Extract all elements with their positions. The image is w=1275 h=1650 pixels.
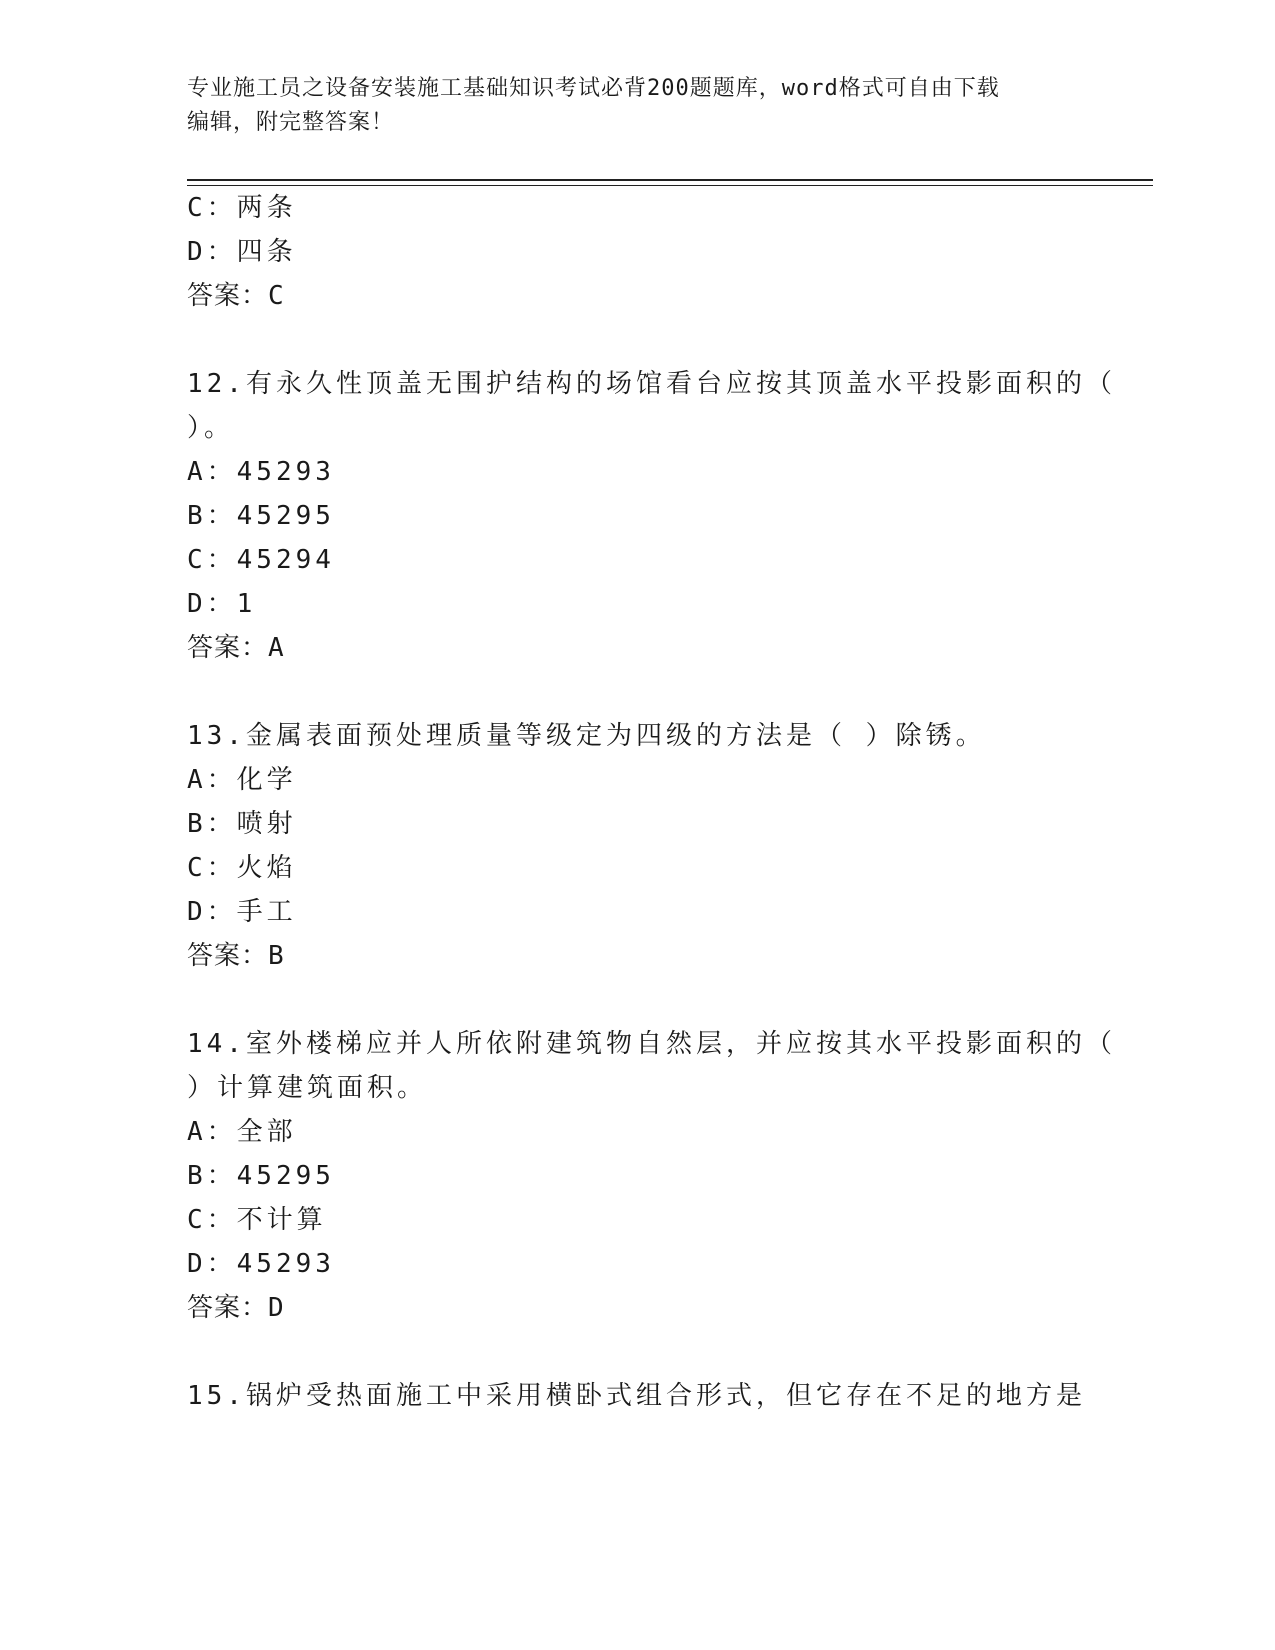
document-header (187, 72, 1087, 140)
header-divider-thick (187, 179, 1153, 181)
header-title-line-1: 专业施工员之设备安装施工基础知识考试必背200题题库，word格式可自由下载 (187, 76, 1000, 101)
q12-stem-line-2: ）。 (187, 413, 235, 443)
q13-option-d: D：手工 (187, 897, 297, 927)
q12-option-d: D：1 (187, 589, 257, 619)
q14-option-a: A：全部 (187, 1117, 297, 1147)
q14-option-c: C：不计算 (187, 1205, 327, 1235)
prev-answer: 答案：C (187, 281, 285, 311)
q14-stem-line-1: 14.室外楼梯应并人所依附建筑物自然层，并应按其水平投影面积的（ (187, 1029, 1116, 1059)
prev-option-d: D：四条 (187, 237, 297, 267)
q15-stem-line-1: 15.锅炉受热面施工中采用横卧式组合形式，但它存在不足的地方是 (187, 1381, 1086, 1411)
q14-option-d: D：45293 (187, 1249, 335, 1279)
q14-option-b: B：45295 (187, 1161, 335, 1191)
header-divider-thin (187, 185, 1153, 186)
q12-stem-line-1: 12.有永久性顶盖无围护结构的场馆看台应按其顶盖水平投影面积的（ (187, 369, 1116, 399)
q13-option-a: A：化学 (187, 765, 297, 795)
q12-option-b: B：45295 (187, 501, 335, 531)
q14-stem-line-2: ）计算建筑面积。 (187, 1073, 428, 1103)
q13-option-b: B：喷射 (187, 809, 297, 839)
prev-option-c: C：两条 (187, 193, 297, 223)
q13-stem-line-1: 13.金属表面预处理质量等级定为四级的方法是（ ）除锈。 (187, 721, 986, 751)
q12-option-a: A：45293 (187, 457, 335, 487)
header-title-line-2: 编辑，附完整答案！ (187, 110, 395, 135)
q13-answer: 答案：B (187, 941, 285, 971)
q12-option-c: C：45294 (187, 545, 335, 575)
q13-option-c: C：火焰 (187, 853, 297, 883)
q12-answer: 答案：A (187, 633, 285, 663)
q14-answer: 答案：D (187, 1293, 285, 1323)
